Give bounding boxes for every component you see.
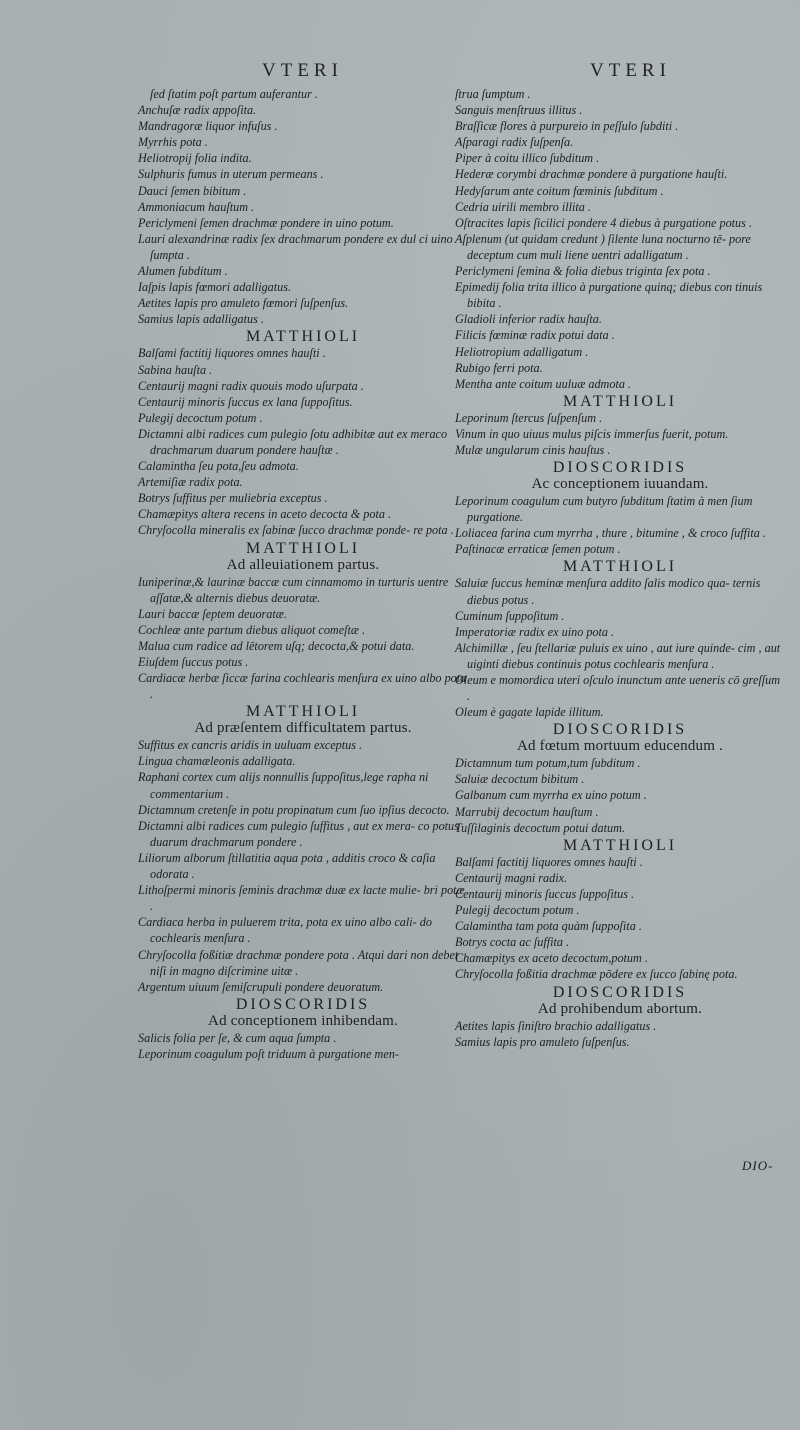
remedy-entry: Leporinum coagulum cum butyro ſubditum ſtatim à men ſium purgatione.	[455, 494, 753, 525]
left-column	[138, 86, 468, 1062]
remedy-entry: Rubigo ferri pota.	[455, 360, 543, 375]
section-heading: DIOSCORIDIS	[552, 721, 688, 739]
section-heading: MATTHIOLI	[245, 703, 361, 721]
right-running-head: VTERI	[590, 60, 671, 81]
remedy-entry: Anchuſæ radix appoſita.	[138, 103, 257, 118]
remedy-entry: Raphani cortex cum alijs nonnullis ſuppoſitus,lege rapha ni commentarium .	[138, 770, 429, 801]
remedy-entry: Suffitus ex cancris aridis in uuluam exceptus .	[138, 738, 363, 753]
section-subheading: Ad præſentem difficultatem partus.	[194, 720, 412, 737]
remedy-entry: Liliorum alborum ſtillatitia aqua pota , additis croco & caſia odorata .	[138, 850, 436, 882]
remedy-entry: Hedyſarum ante coitum fœminis ſubditum .	[455, 183, 664, 198]
remedy-entry: Cuminum ſuppoſitum .	[455, 608, 565, 623]
remedy-entry: Mulæ ungularum cinis hauſtus .	[455, 442, 611, 457]
section-heading: DIOSCORIDIS	[235, 995, 371, 1013]
remedy-entry: Dictamni albi radices cum pulegio ſuffitus , aut ex mera- co potus duarum drachmarum pondere .	[138, 818, 459, 849]
remedy-entry: Aſparagi radix ſuſpenſa.	[455, 135, 574, 150]
remedy-entry: Artemiſiæ radix pota.	[138, 475, 243, 490]
section-subheading: Ad fœtum mortuum educendum .	[517, 738, 723, 755]
remedy-entry: Oſtracites lapis ſicilici pondere 4 diebus à purgatione potus .	[455, 215, 752, 230]
catchword: DIO-	[742, 1158, 774, 1173]
remedy-entry: Dictamnum tum potum,tum ſubditum .	[455, 756, 641, 771]
remedy-entry: ſtrua ſumptum .	[455, 87, 531, 101]
section-heading: MATTHIOLI	[562, 392, 678, 410]
remedy-entry: Pulegij decoctum potum .	[138, 410, 263, 425]
remedy-entry: Vinum in quo uiuus mulus piſcis immerſus fuerit, potum.	[455, 426, 729, 441]
remedy-entry: Lithoſpermi minoris ſeminis drachmæ duæ ex lacte mulie- bri potæ .	[138, 883, 465, 914]
remedy-entry: Botrys ſuffitus per muliebria exceptus .	[138, 491, 328, 506]
remedy-entry: Braſſicæ flores à purpureio in peſſulo ſubditi .	[455, 119, 679, 134]
remedy-entry: Iaſpis lapis fœmori adalligatus.	[138, 280, 292, 295]
remedy-entry: Myrrhis pota .	[138, 135, 208, 150]
remedy-entry: Lauri baccæ ſeptem deuoratæ.	[138, 606, 287, 621]
remedy-entry: Samius lapis adalligatus .	[138, 312, 264, 327]
remedy-entry: Pulegij decoctum potum .	[455, 903, 580, 918]
remedy-entry: Leporinum ſtercus ſuſpenſum .	[455, 410, 603, 425]
remedy-entry: Epimedij folia trita illico à purgatione quinq; diebus con tinuis bibita .	[455, 280, 763, 311]
remedy-entry: Saluiæ decoctum bibitum .	[455, 772, 585, 787]
remedy-entry: Chryſocolla mineralis ex ſabinæ ſucco drachmæ ponde- re pota .	[138, 523, 454, 538]
remedy-entry: Gladioli inferior radix hauſta.	[455, 312, 602, 327]
remedy-entry: Cochleæ ante partum diebus aliquot comeſtæ .	[138, 622, 366, 637]
remedy-entry: Galbanum cum myrrha ex uino potum .	[455, 788, 647, 803]
remedy-entry: Mandragoræ liquor infuſus .	[138, 119, 278, 134]
remedy-entry: Iuniperinæ,& laurinæ baccæ cum cinnamomo in turturis uentre aſſatæ,& alternis diebus deuoratæ.	[138, 574, 449, 605]
remedy-entry: Botrys cocta ac ſuffita .	[455, 935, 570, 950]
remedy-entry: Loliacea farina cum myrrha , thure , bitumine , & croco ſuffita .	[455, 526, 766, 541]
remedy-entry: Cedria uirili membro illita .	[455, 199, 591, 214]
remedy-entry: Filicis fœminæ radix potui data .	[455, 328, 615, 343]
remedy-entry: ſed ſtatim poſt partum auferantur .	[150, 87, 318, 101]
remedy-entry: Calamintha ſeu pota,ſeu admota.	[138, 459, 299, 474]
remedy-entry: Chryſocolla foßitia drachmæ pōdere ex ſucco ſabinę pota.	[455, 967, 738, 982]
remedy-entry: Samius lapis pro amuleto ſuſpenſus.	[455, 1034, 630, 1049]
remedy-entry: Paſtinacæ erraticæ ſemen potum .	[455, 542, 621, 557]
remedy-entry: Chamæpitys altera recens in aceto decocta & pota .	[138, 507, 392, 522]
section-heading: DIOSCORIDIS	[552, 459, 688, 477]
remedy-entry: Chamæpitys ex aceto decoctum,potum .	[455, 951, 648, 966]
section-heading: MATTHIOLI	[245, 328, 361, 346]
remedy-entry: Salicis folia per ſe, & cum aqua ſumpta .	[138, 1030, 337, 1045]
remedy-entry: Chryſocolla foßitiæ drachmæ pondere pota . Atqui dari non debet niſi in magno diſcrimine uitæ .	[138, 947, 459, 978]
section-subheading: Ad prohibendum abortum.	[537, 1000, 703, 1017]
remedy-entry: Oleum è gagate lapide illitum.	[455, 705, 604, 720]
remedy-entry: Mentha ante coitum uuluæ admota .	[455, 376, 632, 391]
remedy-entry: Alumen ſubditum .	[138, 264, 228, 279]
remedy-entry: Lauri alexandrinæ radix ſex drachmarum pondere ex dul ci uino ſumpta .	[138, 231, 453, 262]
remedy-entry: Lingua chamæleonis adalligata.	[138, 754, 296, 769]
remedy-entry: Piper à coitu illico ſubditum .	[455, 151, 600, 166]
remedy-entry: Aetites lapis ſiniſtro brachio adalligatus .	[455, 1018, 657, 1033]
remedy-entry: Centaurij magni radix quouis modo uſurpata .	[138, 378, 364, 393]
section-heading: MATTHIOLI	[245, 539, 361, 557]
remedy-entry: Leporinum coagulum poſt triduum à purgatione men-	[138, 1046, 399, 1061]
remedy-entry: Sanguis menſtruus illitus .	[455, 103, 583, 118]
remedy-entry: Centaurij minoris ſuccus ſuppoſitus .	[455, 886, 635, 901]
remedy-entry: Tuſſilaginis decoctum potui datum.	[455, 820, 625, 835]
remedy-entry: Calamintha tam pota quàm ſuppoſita .	[455, 919, 642, 934]
left-running-head: VTERI	[262, 60, 343, 81]
remedy-entry: Marrubij decoctum hauſtum .	[455, 804, 599, 819]
remedy-entry: Sulphuris fumus in uterum permeans .	[138, 167, 324, 182]
remedy-entry: Alchimillæ , ſeu ſtellariæ puluis ex uino , aut iure quinde- cim , aut uiginti diebus continuis potus cochlearis menſura .	[455, 640, 781, 671]
remedy-entry: Saluiæ ſuccus heminæ menſura addito ſalis modico qua- ternis diebus potus .	[455, 576, 761, 607]
remedy-entry: Dictamni albi radices cum pulegio ſotu adhibitæ aut ex meraco drachmarum duarum pondere hauſtæ .	[138, 426, 448, 457]
remedy-entry: Dauci ſemen bibitum .	[138, 183, 247, 198]
remedy-entry: Heliotropium adalligatum .	[455, 344, 589, 359]
remedy-entry: Ammoniacum hauſtum .	[138, 199, 255, 214]
section-heading: DIOSCORIDIS	[552, 983, 688, 1001]
section-heading: MATTHIOLI	[562, 836, 678, 854]
remedy-entry: Oleum e momordica uteri oſculo inunctum ante ueneris cō greſſum .	[455, 673, 781, 704]
remedy-entry: Periclymeni ſemina & folia diebus triginta ſex pota .	[455, 264, 711, 279]
remedy-entry: Sabina hauſta .	[138, 362, 213, 377]
remedy-entry: Malua cum radice ad lētorem uſq; decocta,& potui data.	[138, 638, 415, 653]
remedy-entry: Aſplenum (ut quidam credunt ) ſilente luna nocturno tē- pore deceptum cum muli liene uentri adalligatum .	[455, 231, 751, 262]
remedy-entry: Centaurij magni radix.	[455, 870, 568, 885]
remedy-entry: Eiuſdem ſuccus potus .	[138, 655, 249, 669]
remedy-entry: Hederæ corymbi drachmæ pondere à purgatione hauſti.	[455, 167, 728, 182]
remedy-entry: Balſami factitij liquores omnes hauſti .	[455, 854, 643, 869]
remedy-entry: Centaurij minoris ſuccus ex lana ſuppoſitus.	[138, 394, 353, 409]
section-subheading: Ac conceptionem iuuandam.	[531, 476, 709, 493]
remedy-entry: Cardiacæ herbæ ſiccæ farina cochlearis menſura ex uino albo pota .	[138, 671, 467, 702]
section-heading: MATTHIOLI	[562, 558, 678, 576]
remedy-entry: Periclymeni ſemen drachmæ pondere in uino potum.	[138, 215, 394, 230]
remedy-entry: Heliotropij folia indita.	[138, 151, 252, 166]
section-subheading: Ad conceptionem inhibendam.	[208, 1012, 398, 1029]
remedy-entry: Imperatoriæ radix ex uino pota .	[455, 624, 615, 639]
remedy-entry: Balſami factitij liquores omnes hauſti .	[138, 346, 326, 361]
remedy-entry: Aetites lapis pro amuleto fœmori ſuſpenſus.	[138, 296, 349, 311]
section-subheading: Ad alleuiationem partus.	[226, 556, 380, 573]
right-column	[455, 86, 785, 1050]
remedy-entry: Dictamnum cretenſe in potu propinatum cum ſuo ipſius decocto.	[138, 802, 450, 817]
remedy-entry: Argentum uiuum ſemiſcrupuli pondere deuoratum.	[138, 979, 384, 994]
remedy-entry: Cardiaca herba in puluerem trita, pota ex uino albo cali- do cochlearis menſura .	[138, 915, 432, 946]
